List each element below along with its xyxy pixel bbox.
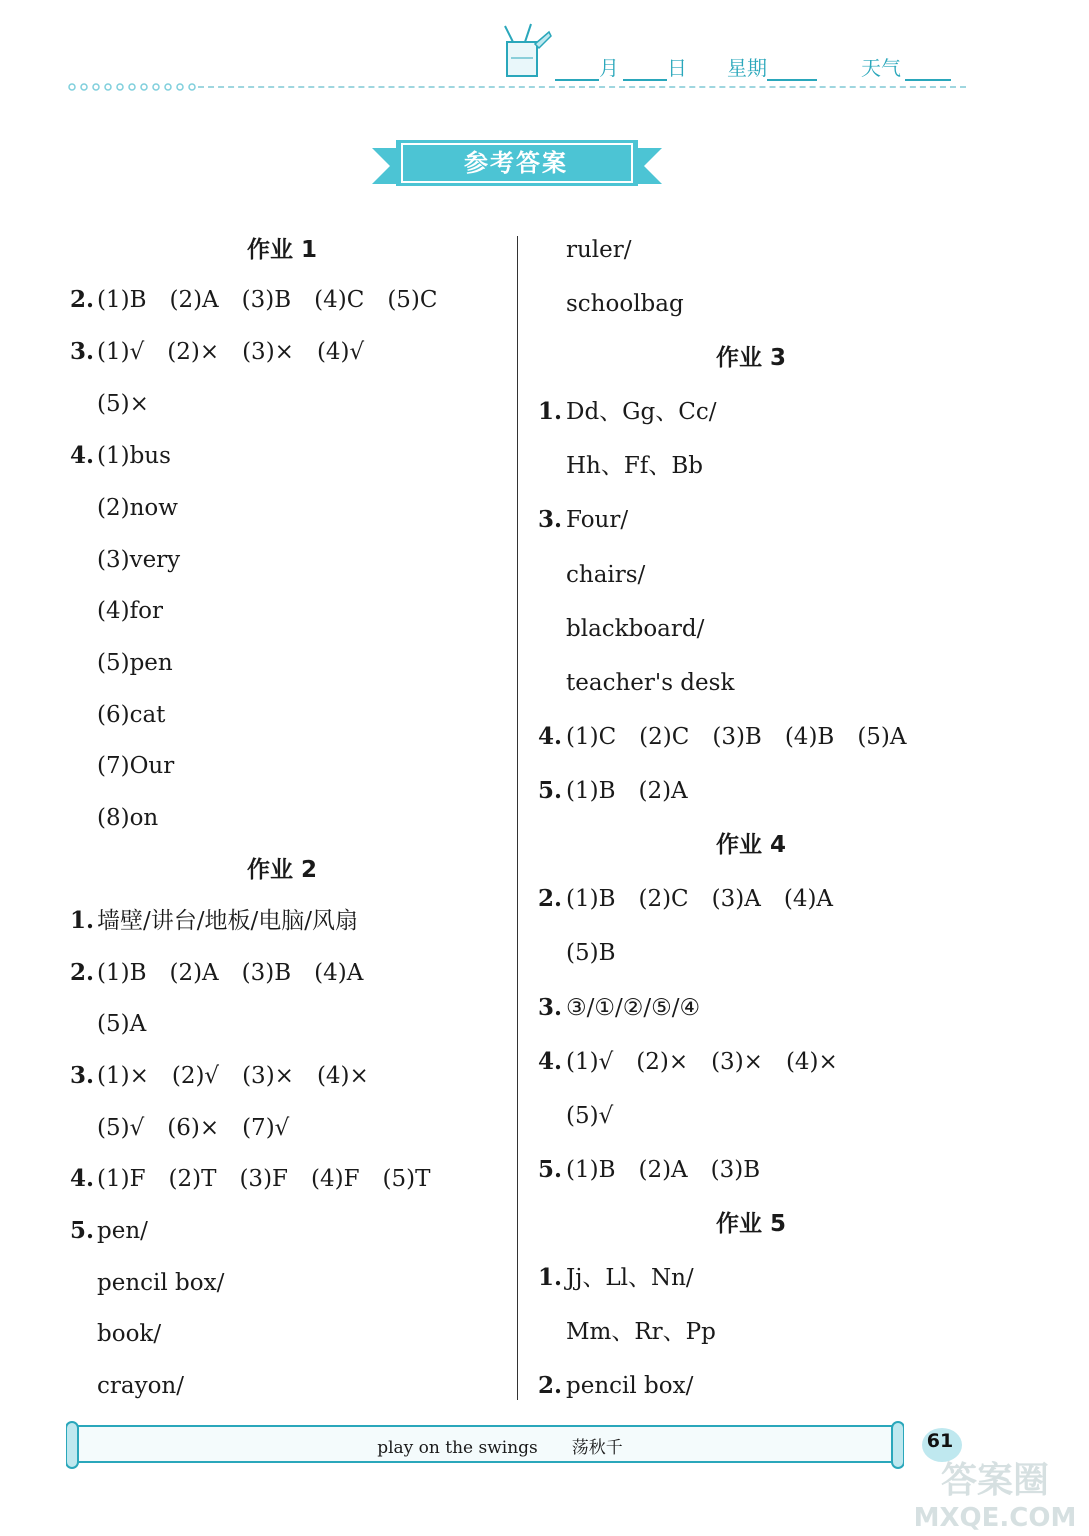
answer-item xyxy=(70,958,363,988)
answer-text: (1)× (2)√ (3)× (4)× xyxy=(97,1063,369,1089)
answer-item xyxy=(70,1216,148,1246)
answer-item xyxy=(538,505,628,535)
pencil-cup-icon xyxy=(495,22,555,80)
answer-text: ③/①/②/⑤/④ xyxy=(566,995,701,1021)
answer-item xyxy=(70,1164,430,1194)
answer-continuation xyxy=(97,803,158,833)
answer-item xyxy=(538,1371,693,1401)
question-number: 5. xyxy=(70,1217,95,1244)
answer-text: Jj、Ll、Nn/ xyxy=(566,1265,694,1291)
answer-text: (2)now xyxy=(97,495,178,521)
answer-text: pencil box/ xyxy=(97,1270,225,1296)
answer-continuation xyxy=(97,1009,146,1039)
answer-text: Hh、Ff、Bb xyxy=(566,453,703,479)
question-number: 2. xyxy=(70,959,95,986)
month-label: 月 xyxy=(599,56,619,80)
answer-item xyxy=(538,776,688,806)
question-number: 5. xyxy=(538,1156,563,1183)
answer-continuation xyxy=(97,596,163,626)
answer-text: Mm、Rr、Pp xyxy=(566,1319,716,1345)
answer-continuation xyxy=(97,1371,184,1401)
answer-continuation xyxy=(97,700,165,730)
question-number: 2. xyxy=(538,885,563,912)
answer-text: (1)√ (2)× (3)× (4)× xyxy=(566,1049,838,1075)
answer-continuation xyxy=(97,545,180,575)
day-label: 日 xyxy=(667,56,687,80)
answer-text: (6)cat xyxy=(97,702,166,728)
answer-text: (5)√ xyxy=(566,1103,614,1129)
answer-item xyxy=(538,722,907,752)
question-number: 3. xyxy=(538,994,563,1021)
question-number: 3. xyxy=(538,506,563,533)
answer-text: (3)very xyxy=(97,547,181,573)
answer-continuation xyxy=(566,668,734,698)
question-number: 2. xyxy=(70,286,95,313)
watermark-logo xyxy=(906,1452,1084,1532)
answer-continuation xyxy=(97,389,149,419)
answer-continuation xyxy=(566,938,615,968)
weather-label: 天气 xyxy=(861,56,901,80)
answer-text: Dd、Gg、Cc/ xyxy=(566,399,717,425)
answer-item xyxy=(70,337,364,367)
answer-text: (1)B (2)A (3)B (4)A xyxy=(97,960,364,986)
answer-item xyxy=(70,906,358,936)
answer-text: schoolbag xyxy=(566,291,684,317)
answer-text: (1)C (2)C (3)B (4)B (5)A xyxy=(566,724,907,750)
section-heading: 作业 3 xyxy=(716,345,787,371)
answer-text: (5)B xyxy=(566,940,616,966)
section-heading: 作业 1 xyxy=(247,237,318,263)
answer-item xyxy=(538,1263,694,1293)
answer-item xyxy=(70,285,438,315)
answer-continuation xyxy=(97,751,174,781)
answer-item xyxy=(70,441,171,471)
answer-text: 墙壁/讲台/地板/电脑/风扇 xyxy=(97,908,358,934)
answer-continuation xyxy=(97,1319,161,1349)
answer-text: chairs/ xyxy=(566,562,646,588)
answer-continuation xyxy=(566,560,645,590)
question-number: 3. xyxy=(70,338,95,365)
answer-text: (5)pen xyxy=(97,650,173,676)
answer-text: (7)Our xyxy=(97,753,175,779)
answer-text: (1)B (2)C (3)A (4)A xyxy=(566,886,834,912)
question-number: 4. xyxy=(70,1165,95,1192)
answer-text: (5)× xyxy=(97,391,149,417)
answer-item xyxy=(538,397,717,427)
answer-text: (5)√ (6)× (7)√ xyxy=(97,1115,290,1141)
answer-text: ruler/ xyxy=(566,237,632,263)
answer-text: (1)B (2)A xyxy=(566,778,688,804)
question-number: 5. xyxy=(538,777,563,804)
answer-text: book/ xyxy=(97,1321,162,1347)
answer-text: Four/ xyxy=(566,507,629,533)
header-dots xyxy=(68,82,198,92)
answer-text: pen/ xyxy=(97,1218,148,1244)
header-rule xyxy=(198,86,966,88)
answer-item xyxy=(538,1047,838,1077)
answer-text: (8)on xyxy=(97,805,159,831)
weekday-label: 星期 xyxy=(727,56,767,80)
answer-continuation xyxy=(97,648,173,678)
question-number: 2. xyxy=(538,1372,563,1399)
question-number: 1. xyxy=(538,398,563,425)
date-weather-row xyxy=(555,52,975,86)
answer-item xyxy=(538,993,700,1023)
answer-continuation xyxy=(566,614,704,644)
section-heading: 作业 5 xyxy=(716,1211,787,1237)
svg-text:答案圈: 答案圈 xyxy=(940,1460,1050,1501)
answer-continuation xyxy=(97,493,178,523)
answer-continuation xyxy=(566,1317,716,1347)
page-number: 61 xyxy=(926,1430,954,1452)
answer-text: blackboard/ xyxy=(566,616,705,642)
answer-text: (1)bus xyxy=(97,443,171,469)
footer-phrase: play on the swings 荡秋千 xyxy=(377,1438,623,1458)
answer-key-title: 参考答案 xyxy=(464,149,568,177)
answer-text: (1)√ (2)× (3)× (4)√ xyxy=(97,339,365,365)
answer-continuation xyxy=(566,451,703,481)
answer-text: crayon/ xyxy=(97,1373,184,1399)
column-divider xyxy=(517,236,518,1400)
answer-item xyxy=(538,884,833,914)
answer-item xyxy=(70,1061,369,1091)
question-number: 3. xyxy=(70,1062,95,1089)
question-number: 4. xyxy=(70,442,95,469)
answer-text: (1)F (2)T (3)F (4)F (5)T xyxy=(97,1166,431,1192)
answer-continuation xyxy=(566,235,632,265)
question-number: 1. xyxy=(538,1264,563,1291)
answer-text: (5)A xyxy=(97,1011,147,1037)
question-number: 4. xyxy=(538,1048,563,1075)
answer-continuation xyxy=(566,1101,613,1131)
answer-text: (4)for xyxy=(97,598,163,624)
answer-continuation xyxy=(97,1113,289,1143)
section-heading: 作业 2 xyxy=(247,857,318,883)
question-number: 4. xyxy=(538,723,563,750)
question-number: 1. xyxy=(70,907,95,934)
answer-continuation xyxy=(97,1268,224,1298)
svg-text:MXQE.COM: MXQE.COM xyxy=(913,1503,1077,1532)
answer-text: pencil box/ xyxy=(566,1373,694,1399)
answer-text: teacher's desk xyxy=(566,670,735,696)
section-heading: 作业 4 xyxy=(716,832,787,858)
answer-text: (1)B (2)A (3)B (4)C (5)C xyxy=(97,287,438,313)
answer-text: (1)B (2)A (3)B xyxy=(566,1157,761,1183)
answer-continuation xyxy=(566,289,684,319)
answer-item xyxy=(538,1155,760,1185)
